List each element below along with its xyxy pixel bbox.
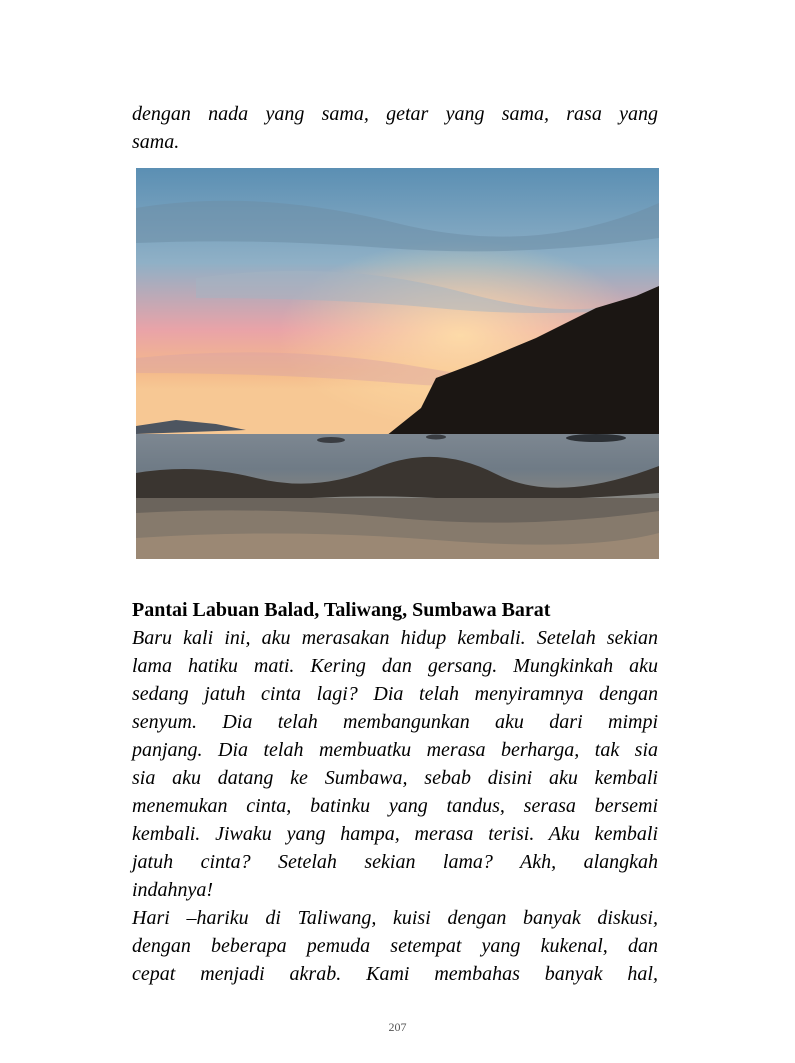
body-line: kembali. Jiwaku yang hampa, merasa terisi. Aku kembali bbox=[132, 823, 658, 845]
body-line: lama hatiku mati. Kering dan gersang. Mungkinkah aku bbox=[132, 655, 658, 677]
photo-caption: Pantai Labuan Balad, Taliwang, Sumbawa Barat bbox=[132, 599, 551, 621]
body-line: dengan beberapa pemuda setempat yang kukenal, dan bbox=[132, 935, 658, 957]
body-line: indahnya! bbox=[132, 879, 214, 901]
intro-line: sama. bbox=[132, 131, 180, 153]
body-line: jatuh cinta? Setelah sekian lama? Akh, alangkah bbox=[132, 851, 658, 873]
body-line: Baru kali ini, aku merasakan hidup kembali. Setelah sekian bbox=[132, 627, 658, 649]
body-line: Hari –hariku di Taliwang, kuisi dengan banyak diskusi, bbox=[132, 907, 658, 929]
body-line: cepat menjadi akrab. Kami membahas banyak hal, bbox=[132, 963, 658, 985]
body-paragraph bbox=[132, 624, 658, 988]
body-line: sia aku datang ke Sumbawa, sebab disini aku kembali bbox=[132, 767, 658, 789]
body-line: sedang jatuh cinta lagi? Dia telah menyiramnya dengan bbox=[132, 683, 658, 705]
body-line: panjang. Dia telah membuatku merasa berharga, tak sia bbox=[132, 739, 658, 761]
intro-paragraph bbox=[132, 100, 658, 156]
intro-line: dengan nada yang sama, getar yang sama, rasa yang bbox=[132, 103, 658, 125]
body-line: menemukan cinta, batinku yang tandus, serasa bersemi bbox=[132, 795, 658, 817]
page-number: 207 bbox=[388, 1020, 407, 1034]
sunset-beach-photo bbox=[136, 168, 659, 559]
body-line: senyum. Dia telah membangunkan aku dari mimpi bbox=[132, 711, 658, 733]
